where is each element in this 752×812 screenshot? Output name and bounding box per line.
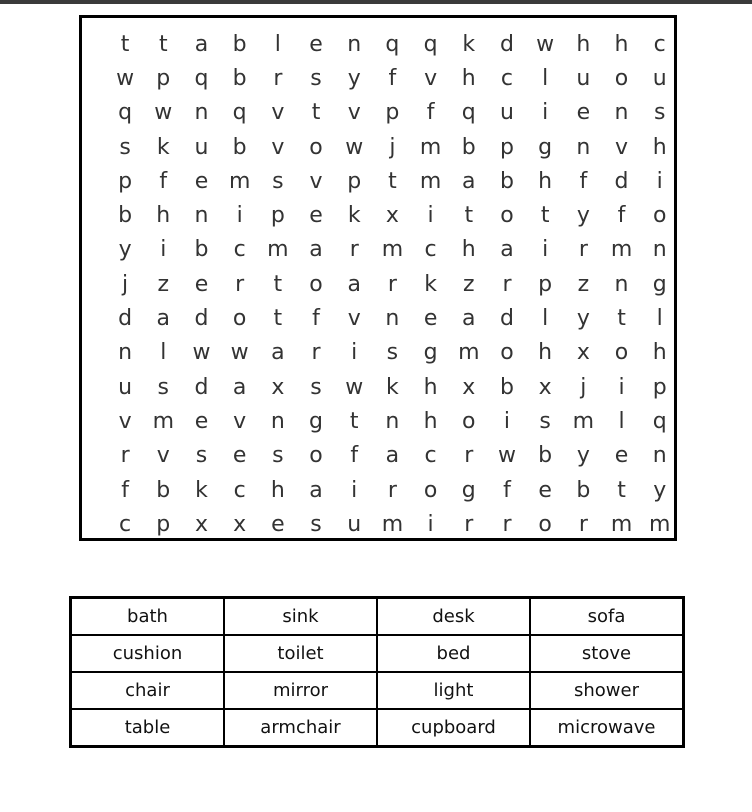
grid-letter[interactable]: m — [381, 511, 404, 537]
grid-letter[interactable]: r — [387, 271, 397, 297]
grid-letter[interactable]: a — [194, 31, 209, 57]
grid-letter[interactable]: e — [309, 203, 323, 229]
grid-letter[interactable]: o — [423, 477, 438, 503]
grid-letter[interactable]: n — [194, 203, 209, 229]
grid-letter[interactable]: c — [119, 511, 132, 537]
grid-letter[interactable]: r — [387, 477, 397, 503]
grid-letter[interactable]: f — [426, 100, 435, 126]
grid-letter[interactable]: s — [310, 511, 322, 537]
grid-letter[interactable]: m — [649, 511, 671, 537]
grid-letter[interactable]: d — [499, 31, 514, 57]
grid-letter[interactable]: v — [156, 443, 170, 469]
grid-letter[interactable]: i — [351, 477, 358, 503]
grid-letter[interactable]: h — [156, 203, 171, 229]
grid-letter[interactable]: s — [157, 374, 170, 400]
word-cell: cupboard — [377, 709, 530, 747]
grid-letter[interactable]: m — [228, 168, 251, 194]
grid-letter[interactable]: t — [349, 408, 359, 434]
grid-letter[interactable]: u — [576, 65, 591, 91]
grid-letter[interactable]: r — [578, 511, 588, 537]
grid-letter[interactable]: r — [502, 271, 512, 297]
grid-letter[interactable]: s — [119, 134, 131, 160]
grid-letter[interactable]: f — [159, 168, 168, 194]
grid-letter[interactable]: r — [464, 443, 474, 469]
grid-letter[interactable]: d — [194, 306, 209, 332]
grid-letter[interactable]: v — [118, 408, 132, 434]
grid-letter[interactable]: w — [154, 100, 173, 126]
grid-letter[interactable]: o — [652, 203, 667, 229]
word-cell: mirror — [224, 672, 377, 709]
grid-letter[interactable]: y — [118, 237, 132, 263]
word-cell: chair — [71, 672, 225, 709]
grid-letter[interactable]: a — [156, 306, 171, 332]
grid-letter[interactable]: q — [385, 31, 400, 57]
grid-letter[interactable]: n — [118, 340, 133, 366]
grid-letter[interactable]: e — [194, 168, 209, 194]
grid-letter[interactable]: s — [310, 374, 322, 400]
grid-letter[interactable]: l — [656, 306, 663, 332]
grid-letter[interactable]: w — [345, 134, 364, 160]
grid-letter[interactable]: a — [500, 237, 514, 263]
grid-letter[interactable]: r — [311, 340, 321, 366]
grid-letter[interactable]: f — [350, 443, 359, 469]
grid-letter[interactable]: b — [576, 477, 591, 503]
word-cell: bed — [377, 635, 530, 672]
grid-letter[interactable]: x — [576, 340, 590, 366]
grid-letter[interactable]: h — [538, 168, 553, 194]
grid-letter[interactable]: e — [194, 271, 209, 297]
grid-letter[interactable]: u — [194, 134, 209, 160]
grid-letter[interactable]: j — [122, 271, 129, 297]
grid-letter[interactable]: b — [156, 477, 171, 503]
grid-letter[interactable]: d — [499, 306, 514, 332]
grid-letter[interactable]: f — [503, 477, 511, 503]
grid-letter[interactable]: a — [309, 477, 323, 503]
grid-letter[interactable]: o — [500, 203, 514, 229]
grid-letter[interactable]: n — [270, 408, 285, 434]
word-cell: toilet — [224, 635, 377, 672]
grid-letter[interactable]: k — [156, 134, 170, 160]
grid-letter[interactable]: s — [653, 100, 666, 126]
grid-letter[interactable]: m — [458, 340, 480, 366]
grid-letter[interactable]: e — [194, 408, 209, 434]
grid-letter[interactable]: x — [538, 374, 552, 400]
grid-letter[interactable]: n — [385, 408, 400, 434]
grid-letter[interactable]: g — [652, 271, 667, 297]
grid-letter[interactable]: m — [419, 134, 442, 160]
grid-letter[interactable]: v — [347, 100, 361, 126]
grid-letter[interactable]: s — [272, 443, 284, 469]
grid-letter[interactable]: h — [538, 340, 553, 366]
grid-letter[interactable]: g — [309, 408, 324, 434]
grid-letter[interactable]: q — [194, 65, 209, 91]
grid-letter[interactable]: t — [273, 306, 283, 332]
grid-letter[interactable]: q — [232, 100, 247, 126]
grid-letter[interactable]: a — [347, 271, 361, 297]
grid-letter[interactable]: g — [423, 340, 438, 366]
grid-letter[interactable]: t — [120, 31, 130, 57]
grid-letter[interactable]: m — [572, 408, 595, 434]
grid-letter[interactable]: i — [618, 374, 625, 400]
grid-letter[interactable]: v — [615, 134, 629, 160]
grid-letter[interactable]: o — [500, 340, 514, 366]
grid-letter[interactable]: b — [461, 134, 476, 160]
grid-letter[interactable]: v — [233, 408, 247, 434]
grid-letter[interactable]: g — [461, 477, 476, 503]
grid-letter[interactable]: b — [194, 237, 209, 263]
grid-letter[interactable]: p — [347, 168, 362, 194]
grid-letter[interactable]: d — [118, 306, 133, 332]
grid-letter[interactable]: v — [271, 100, 285, 126]
letter-grid — [106, 27, 679, 541]
grid-letter[interactable]: d — [194, 374, 209, 400]
grid-letter[interactable]: u — [118, 374, 133, 400]
grid-letter[interactable]: s — [195, 443, 208, 469]
grid-letter[interactable]: f — [121, 477, 129, 503]
grid-letter[interactable]: b — [118, 203, 133, 229]
grid-letter[interactable]: c — [500, 65, 514, 91]
grid-letter[interactable]: q — [652, 408, 667, 434]
grid-letter[interactable]: p — [270, 203, 285, 229]
grid-letter[interactable]: c — [233, 237, 246, 263]
grid-letter[interactable]: s — [310, 65, 322, 91]
grid-letter[interactable]: i — [542, 237, 549, 263]
grid-letter[interactable]: c — [424, 443, 437, 469]
grid-letter[interactable]: w — [192, 340, 211, 366]
grid-letter[interactable]: p — [499, 134, 514, 160]
word-cell: sofa — [530, 598, 684, 636]
grid-letter[interactable]: w — [497, 443, 516, 469]
grid-letter[interactable]: a — [462, 306, 476, 332]
top-border-strip — [0, 0, 752, 4]
word-cell: cushion — [71, 635, 225, 672]
grid-letter[interactable]: u — [652, 65, 667, 91]
grid-letter[interactable]: h — [270, 477, 285, 503]
grid-letter[interactable]: l — [542, 306, 549, 332]
grid-letter[interactable]: n — [576, 134, 591, 160]
grid-letter[interactable]: b — [499, 374, 514, 400]
grid-letter[interactable]: t — [158, 31, 168, 57]
grid-letter[interactable]: r — [464, 511, 474, 537]
grid-letter[interactable]: a — [385, 443, 400, 469]
word-cell: light — [377, 672, 530, 709]
grid-letter[interactable]: b — [232, 31, 247, 57]
grid-letter[interactable]: y — [576, 203, 590, 229]
grid-letter[interactable]: l — [618, 408, 625, 434]
grid-letter[interactable]: j — [389, 134, 396, 160]
grid-letter[interactable]: t — [617, 477, 626, 503]
word-list-table — [69, 596, 685, 748]
grid-letter[interactable]: x — [233, 511, 247, 537]
grid-letter[interactable]: x — [271, 374, 285, 400]
grid-letter[interactable]: g — [538, 134, 553, 160]
grid-letter[interactable]: h — [423, 374, 438, 400]
grid-letter[interactable]: r — [349, 237, 359, 263]
grid-letter[interactable]: e — [309, 31, 323, 57]
grid-letter[interactable]: p — [385, 100, 400, 126]
grid-letter[interactable]: s — [272, 168, 284, 194]
word-row — [71, 672, 684, 709]
grid-letter[interactable]: p — [156, 511, 171, 537]
grid-letter[interactable]: x — [385, 203, 399, 229]
grid-letter[interactable]: j — [580, 374, 587, 400]
grid-letter[interactable]: a — [309, 237, 323, 263]
grid-letter[interactable]: d — [614, 168, 629, 194]
grid-letter[interactable]: t — [617, 306, 626, 332]
grid-letter[interactable]: m — [419, 168, 442, 194]
grid-letter[interactable]: e — [232, 443, 247, 469]
grid-letter[interactable]: m — [152, 408, 174, 434]
grid-letter[interactable]: h — [461, 65, 476, 91]
grid-letter[interactable]: o — [614, 65, 629, 91]
grid-letter[interactable]: i — [427, 511, 434, 537]
grid-letter[interactable]: k — [462, 31, 476, 57]
grid-letter[interactable]: r — [502, 511, 512, 537]
grid-letter[interactable]: u — [347, 511, 362, 537]
grid-letter[interactable]: v — [309, 168, 323, 194]
grid-letter[interactable]: m — [610, 511, 633, 537]
word-row — [71, 709, 684, 747]
grid-letter[interactable]: m — [381, 237, 404, 263]
grid-letter[interactable]: h — [652, 340, 667, 366]
grid-letter[interactable]: k — [195, 477, 208, 503]
grid-letter[interactable]: z — [577, 271, 590, 297]
grid-letter[interactable]: v — [271, 134, 285, 160]
grid-letter[interactable]: h — [423, 408, 438, 434]
grid-letter[interactable]: h — [652, 134, 667, 160]
grid-letter[interactable]: v — [424, 65, 438, 91]
grid-letter[interactable]: c — [233, 477, 246, 503]
grid-letter[interactable]: h — [614, 31, 629, 57]
grid-letter[interactable]: a — [232, 374, 247, 400]
grid-letter[interactable]: o — [614, 340, 629, 366]
grid-letter[interactable]: p — [156, 65, 171, 91]
word-cell: table — [71, 709, 225, 747]
word-cell: bath — [71, 598, 225, 636]
word-row — [71, 598, 684, 636]
word-cell: microwave — [530, 709, 684, 747]
grid-letter[interactable]: p — [538, 271, 553, 297]
grid-letter[interactable]: q — [118, 100, 133, 126]
grid-letter[interactable]: i — [503, 408, 511, 434]
grid-letter[interactable]: n — [614, 271, 629, 297]
grid-letter[interactable]: r — [273, 65, 283, 91]
grid-letter[interactable]: m — [610, 237, 633, 263]
grid-letter[interactable]: o — [309, 134, 323, 160]
grid-letter[interactable]: q — [461, 100, 476, 126]
grid-letter[interactable]: p — [118, 168, 133, 194]
grid-letter[interactable]: r — [235, 271, 245, 297]
word-cell: armchair — [224, 709, 377, 747]
grid-letter[interactable]: n — [652, 443, 667, 469]
word-row — [71, 635, 684, 672]
grid-letter[interactable]: a — [462, 168, 476, 194]
grid-letter[interactable]: t — [311, 100, 321, 126]
grid-letter[interactable]: e — [614, 443, 629, 469]
grid-letter[interactable]: o — [538, 511, 552, 537]
grid-letter[interactable]: i — [542, 100, 549, 126]
grid-letter[interactable]: n — [347, 31, 362, 57]
grid-letter[interactable]: t — [464, 203, 474, 229]
grid-letter[interactable]: t — [273, 271, 283, 297]
grid-letter[interactable]: x — [194, 511, 208, 537]
grid-letter[interactable]: e — [538, 477, 552, 503]
grid-letter[interactable]: t — [540, 203, 550, 229]
grid-letter[interactable]: x — [462, 374, 476, 400]
grid-letter[interactable]: t — [388, 168, 397, 194]
grid-letter[interactable]: o — [462, 408, 476, 434]
grid-letter[interactable]: b — [232, 134, 247, 160]
word-cell: desk — [377, 598, 530, 636]
grid-letter[interactable]: b — [232, 65, 247, 91]
grid-letter[interactable]: o — [309, 271, 323, 297]
grid-letter[interactable]: y — [653, 477, 667, 503]
grid-letter[interactable]: n — [194, 100, 209, 126]
grid-letter[interactable]: f — [579, 168, 588, 194]
grid-letter[interactable]: f — [617, 203, 626, 229]
grid-letter[interactable]: c — [653, 31, 666, 57]
grid-letter[interactable]: w — [345, 374, 364, 400]
grid-letter[interactable]: a — [271, 340, 285, 366]
grid-letter[interactable]: z — [463, 271, 475, 297]
grid-letter[interactable]: e — [576, 100, 591, 126]
grid-letter[interactable]: m — [267, 237, 289, 263]
grid-letter[interactable]: e — [271, 511, 285, 537]
grid-letter[interactable]: l — [542, 65, 549, 91]
grid-letter[interactable]: c — [424, 237, 437, 263]
grid-letter[interactable]: n — [614, 100, 629, 126]
grid-letter[interactable]: l — [160, 340, 167, 366]
grid-letter[interactable]: i — [427, 203, 434, 229]
grid-letter[interactable]: p — [652, 374, 667, 400]
grid-letter[interactable]: h — [576, 31, 591, 57]
grid-letter[interactable]: b — [499, 168, 514, 194]
grid-letter[interactable]: i — [236, 203, 243, 229]
grid-letter[interactable]: w — [536, 31, 555, 57]
grid-letter[interactable]: k — [386, 374, 399, 400]
grid-letter[interactable]: k — [347, 203, 361, 229]
word-cell: stove — [530, 635, 684, 672]
grid-letter[interactable]: o — [232, 306, 247, 332]
word-cell: shower — [530, 672, 684, 709]
grid-letter[interactable]: i — [656, 168, 663, 194]
grid-letter[interactable]: v — [347, 306, 361, 332]
grid-letter[interactable]: n — [652, 237, 667, 263]
grid-letter[interactable]: b — [538, 443, 553, 469]
grid-letter[interactable]: q — [423, 31, 438, 57]
grid-letter[interactable]: w — [116, 65, 135, 91]
grid-letter[interactable]: r — [120, 443, 130, 469]
grid-letter[interactable]: n — [385, 306, 400, 332]
grid-letter[interactable]: f — [388, 65, 397, 91]
grid-letter[interactable]: z — [157, 271, 170, 297]
word-cell: sink — [224, 598, 377, 636]
grid-letter[interactable]: i — [351, 340, 358, 366]
grid-letter[interactable]: i — [160, 237, 167, 263]
word-search-grid-box — [79, 15, 677, 541]
grid-letter[interactable]: s — [539, 408, 551, 434]
grid-letter[interactable]: w — [230, 340, 249, 366]
grid-letter[interactable]: y — [576, 443, 590, 469]
grid-letter[interactable]: f — [312, 306, 320, 332]
grid-letter[interactable]: r — [578, 237, 588, 263]
grid-letter[interactable]: u — [499, 100, 514, 126]
grid-letter[interactable]: l — [274, 31, 281, 57]
grid-letter[interactable]: h — [461, 237, 476, 263]
grid-letter[interactable]: e — [423, 306, 438, 332]
grid-letter[interactable]: s — [386, 340, 399, 366]
grid-letter[interactable]: o — [309, 443, 323, 469]
grid-letter[interactable]: y — [347, 65, 361, 91]
grid-letter[interactable]: k — [424, 271, 437, 297]
grid-letter[interactable]: y — [576, 306, 590, 332]
